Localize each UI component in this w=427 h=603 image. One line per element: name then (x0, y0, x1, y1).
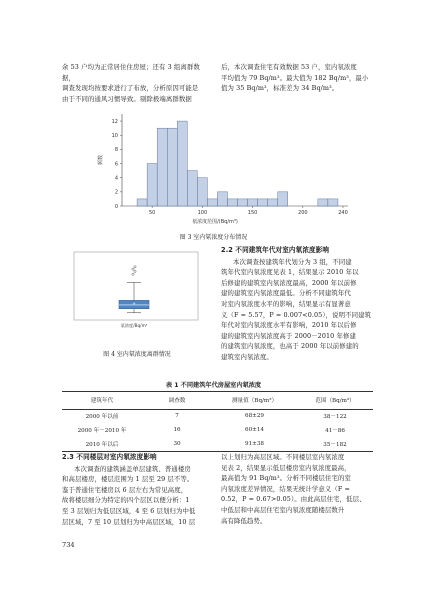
table-cell: 16 (173, 427, 181, 433)
table-header-cell: 测量值（Bq/m³） (231, 398, 278, 405)
histogram-bar (258, 199, 268, 206)
histogram-bar (137, 199, 147, 206)
x-tick-label: 200 (298, 210, 308, 216)
histogram-bar (197, 178, 207, 206)
right-bottom-paragraph (221, 452, 373, 526)
x-tick-label: 150 (247, 210, 258, 216)
text-line: 故将楼层细分为特定的四个层区以便分析：1 (62, 496, 190, 505)
table-header-cell: 范围（Bq/m³） (315, 398, 355, 405)
text-line: 平均值为 79 Bq/m³。最大值为 182 Bq/m³，最小 (221, 73, 369, 82)
text-line: 以上划归为高层区域。不同楼层室内氡浓度 (221, 453, 345, 461)
text-line: 内氡浓度差异情况，结果无统计学意义（F = (221, 484, 350, 493)
text-line: 由于不同的通风习惯导致。剔除极端离群数据 (62, 94, 192, 103)
table-row (62, 409, 373, 423)
text-line: 年代对室内氡浓度水平有影响，2010 年以后修 (221, 321, 357, 330)
text-line: 建筑室内氡浓度。 (221, 352, 273, 361)
table-cell: 2000 年以前 (85, 414, 119, 421)
x-tick-label: 50 (148, 210, 156, 216)
outlier-point (134, 270, 136, 272)
text-line: 至 3 层划归为低层区域，4 至 6 层划归为中低 (62, 506, 196, 515)
histogram-bar (157, 128, 167, 206)
histogram-bar (318, 199, 328, 206)
table-header-row (62, 392, 373, 409)
outlier-point (132, 268, 134, 270)
boxplot-chart (72, 248, 202, 340)
text-line: 鉴于普通住宅楼房以 6 层左右为常见高度， (62, 485, 188, 494)
table-header-cell: 建筑年代 (90, 398, 114, 405)
right-top-paragraph (221, 62, 371, 94)
histogram-bar (248, 199, 258, 206)
text-line: 建的建筑室内氡浓度最低。分析不同建筑年代 (221, 289, 351, 298)
outlier-point (132, 273, 134, 275)
section-2-2 (221, 242, 373, 363)
text-line: 中低层和中高层住宅室内氡浓度随楼层数升 (221, 505, 345, 514)
text-line: 0.52，P = 0.67>0.05）。由此高层住宅，低层、 (221, 495, 366, 504)
text-line: 值为 35 Bq/m³，标准差为 34 Bq/m³。 (221, 84, 339, 93)
y-tick-label: 10 (111, 133, 118, 140)
y-tick-label: 12 (111, 118, 118, 125)
table-cell: 2010 年以后 (85, 441, 119, 448)
table-cell: 91±38 (245, 440, 264, 447)
section-heading: 2.3 不同楼层对室内氡浓度影响 (62, 453, 157, 461)
text-line: 见表 2，结果显示低层楼房室内氡浓度最高， (221, 463, 351, 472)
plot-frame (74, 252, 198, 320)
text-line: 高有降低趋势。 (221, 516, 267, 525)
table-cell: 68±29 (245, 413, 264, 420)
text-line: 建的建筑室内氡浓度高于 2000－2010 年修建 (221, 331, 356, 340)
text-line: 后，本次调查住宅有效数据 53 户，室内氡浓度 (221, 63, 357, 71)
y-tick-label: 8 (114, 147, 118, 154)
table-cell: 30 (173, 440, 181, 447)
histogram-bar (227, 199, 237, 206)
text-line: 后修建的建筑室内氡浓度最高，2000 年以前修 (221, 278, 357, 287)
histogram-bar (187, 171, 197, 206)
table-cell: 7 (175, 413, 179, 420)
text-line: 调查发现均按要求进行了布放，分析原因可能是 (62, 84, 199, 93)
histogram-bar (177, 121, 187, 206)
table-cell: 60±14 (245, 427, 264, 433)
figure-4-caption: 图 4 室内氡浓度离群情况 (103, 351, 171, 358)
text-line: 义（F = 5.57，P = 0.007<0.05），说明不同建筑 (221, 310, 372, 319)
text-line: 筑年代室内氡浓度见表 1，结果显示 2010 年以 (221, 268, 359, 277)
text-line: 的建筑室内氡浓度，也高于 2000 年以前修建的 (221, 342, 359, 351)
table-1-title: 表 1 不同建筑年代房屋室内氡浓度 (165, 382, 262, 389)
mean-marker: + (132, 301, 136, 307)
x-tick-label: 240 (338, 210, 348, 216)
outlier-point (134, 266, 136, 268)
left-top-paragraph (62, 62, 212, 104)
page-number: 734 (62, 541, 75, 549)
x-axis-label: 氡浓度/Bq/m³ (120, 323, 148, 328)
text-line: 和高层楼房，楼层范围为 1 层至 29 层不等。 (62, 475, 194, 484)
y-tick-label: 6 (114, 161, 118, 168)
figure-3-caption: 图 3 室内氡浓度分布情况 (179, 234, 248, 241)
histogram-bar (278, 192, 288, 206)
histogram-bar (147, 164, 157, 206)
table-cell: 2000 年－2010 年 (77, 428, 127, 434)
table-1 (62, 392, 373, 452)
table-cell: 35－182 (323, 441, 347, 448)
text-line: 余 53 户均为正常居住住房屋；还有 3 组离群数据， (62, 63, 200, 82)
text-line: 层区域，7 至 10 层划归为中高层区域，10 层 (62, 517, 196, 526)
table-cell: 38－122 (323, 414, 347, 421)
histogram-bar (328, 199, 338, 206)
text-line: 对室内氡浓度水平的影响，结果显示有显著意 (221, 299, 351, 308)
text-line: 本次调查按建筑年代划分为 3 组，不同建 (233, 257, 352, 266)
histogram-chart (60, 108, 360, 230)
text-line: 最高值为 91 Bq/m³。分析不同楼层住宅的室 (221, 474, 352, 483)
histogram-bar (268, 199, 278, 206)
y-tick-label: 4 (114, 175, 118, 182)
x-tick-label: 100 (197, 210, 208, 216)
histogram-bar (217, 192, 227, 206)
section-heading: 2.2 不同建筑年代对室内氡浓度影响 (221, 246, 330, 254)
y-tick-label: 2 (114, 189, 118, 196)
histogram-bar (238, 199, 248, 206)
x-axis-label: 氡浓度范围/(Bq/m³) (192, 219, 238, 225)
text-line: 本次调查的建筑涵盖单层建筑、普通楼房 (74, 464, 191, 473)
y-tick-label: 0 (114, 203, 118, 210)
histogram-bar (167, 128, 177, 206)
histogram-bar (207, 199, 217, 206)
table-row (62, 423, 373, 437)
section-2-3 (62, 449, 214, 527)
table-cell: 41－86 (325, 428, 345, 434)
y-axis-label: 频数 (98, 154, 104, 166)
table-header-cell: 调查数 (168, 398, 186, 405)
